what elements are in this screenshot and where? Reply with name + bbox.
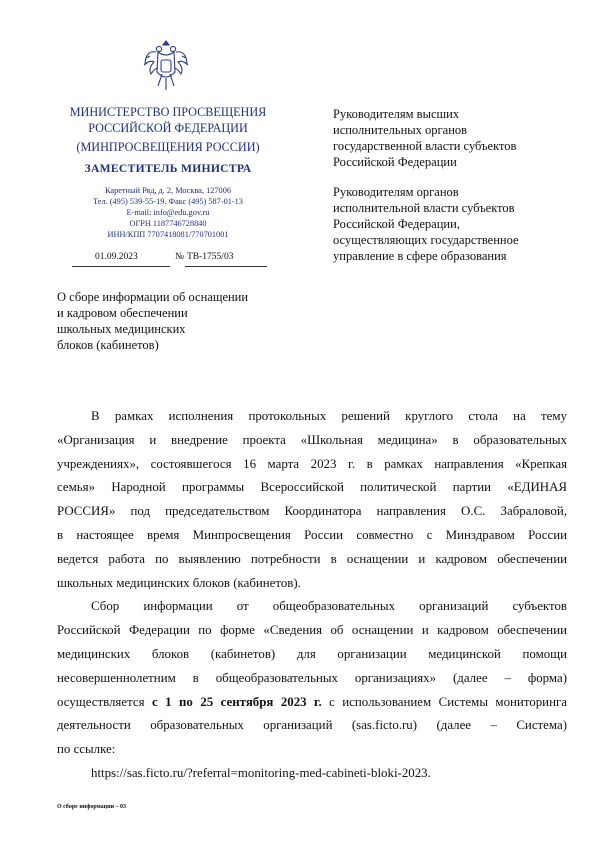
- body-line: семья» Народной программы Всероссийской политической партии «ЕДИНАЯ: [57, 480, 567, 495]
- address: Каретный Ряд, д. 2, Москва, 127006: [104, 186, 231, 195]
- body-line: учреждениях», состоявшегося 16 марта 2023 г. в рамках направления «Крепкая: [57, 456, 567, 471]
- body-text-segment: с использованием Системы мониторинга: [321, 694, 567, 709]
- letter-body: [57, 405, 567, 786]
- addressee-line: Руководителям органов: [333, 185, 459, 199]
- inn-kpp: ИНН/КПП 7707418081/770701001: [107, 230, 229, 240]
- email: E-mail: info@edu.gov.ru: [126, 208, 210, 218]
- subject-line: блоков (кабинетов): [57, 338, 159, 352]
- addressee-line: управление в сфере образования: [333, 249, 507, 263]
- number-underline: [185, 266, 267, 267]
- letter-subject: [57, 289, 248, 353]
- body-line: несовершеннолетним в общеобразовательных организациях» (далее – форма): [57, 670, 567, 685]
- document-number: ТВ-1755/03: [187, 252, 234, 262]
- addressee-block-1: [333, 106, 573, 170]
- body-line: РОССИЯ» под председательством Координатора направления О.С. Забраловой,: [57, 504, 567, 519]
- addressee-block-2: [333, 184, 573, 264]
- addressee-line: Руководителям высших: [333, 107, 460, 121]
- body-line: по ссылке:: [57, 742, 116, 757]
- subject-line: школьных медицинских: [57, 322, 186, 336]
- coat-of-arms-emblem: [142, 38, 190, 93]
- deputy-minister-title: ЗАМЕСТИТЕЛЬ МИНИСТРА: [84, 162, 252, 175]
- body-line: медицинских блоков (кабинетов) для организации медицинской помощи: [57, 646, 567, 661]
- addressee-line: осуществляющих государственное: [333, 233, 519, 247]
- addressee-line: Российской Федерации: [333, 155, 457, 169]
- subject-line: и кадровом обеспечении: [57, 306, 188, 320]
- body-line: «Организация и внедрение проекта «Школьная медицина» в образовательных: [57, 432, 567, 447]
- subject-line: О сборе информации об оснащении: [57, 290, 249, 304]
- ministry-name: [52, 104, 284, 155]
- document-date: 01.09.2023: [95, 252, 138, 262]
- monitoring-link[interactable]: https://sas.ficto.ru/?referral=monitoring-med-cabineti-bloki-2023.: [91, 765, 431, 780]
- body-line: В рамках исполнения протокольных решений круглого стола на тему: [91, 409, 567, 423]
- date-underline: [72, 266, 170, 267]
- page-footer: О сборе информации – 03: [57, 804, 127, 810]
- body-line: деятельности образовательных организаций (sas.ficto.ru) (далее – Система): [57, 718, 567, 733]
- addressee-line: Российской Федерации,: [333, 217, 460, 231]
- document-number-sign: №: [175, 252, 185, 262]
- contact-block: [52, 185, 284, 240]
- ministry-name-line1: МИНИСТЕРСТВО ПРОСВЕЩЕНИЯ: [69, 105, 267, 119]
- body-line: школьных медицинских блоков (кабинетов).: [57, 575, 301, 590]
- collection-period: с 1 по 25 сентября 2023 г.: [151, 694, 322, 709]
- ministry-short-name: (МИНПРОСВЕЩЕНИЯ РОССИИ): [76, 140, 260, 154]
- body-line: Сбор информации от общеобразовательных организаций субъектов: [91, 599, 567, 614]
- addressee-line: исполнительной власти субъектов: [333, 201, 515, 215]
- ogrn: ОГРН 1187746728840: [129, 219, 207, 229]
- phone-fax: Тел. (495) 539-55-19. Факс (495) 587-01-13: [93, 197, 243, 207]
- body-line: ведется работа по выявлению потребности в оснащении и кадровом обеспечении: [57, 551, 567, 566]
- body-line: Российской Федерации по форме «Сведения об оснащении и кадровом обеспечении: [57, 623, 567, 638]
- addressee-line: исполнительных органов: [333, 123, 468, 137]
- body-text-segment: осуществляется: [57, 694, 152, 709]
- ministry-name-line2: РОССИЙСКОЙ ФЕДЕРАЦИИ: [88, 121, 248, 135]
- body-line-with-dates: [57, 691, 567, 715]
- addressee-line: государственной власти субъектов: [333, 139, 517, 153]
- body-line: в настоящее время Минпросвещения России совместно с Минздравом России: [57, 527, 567, 542]
